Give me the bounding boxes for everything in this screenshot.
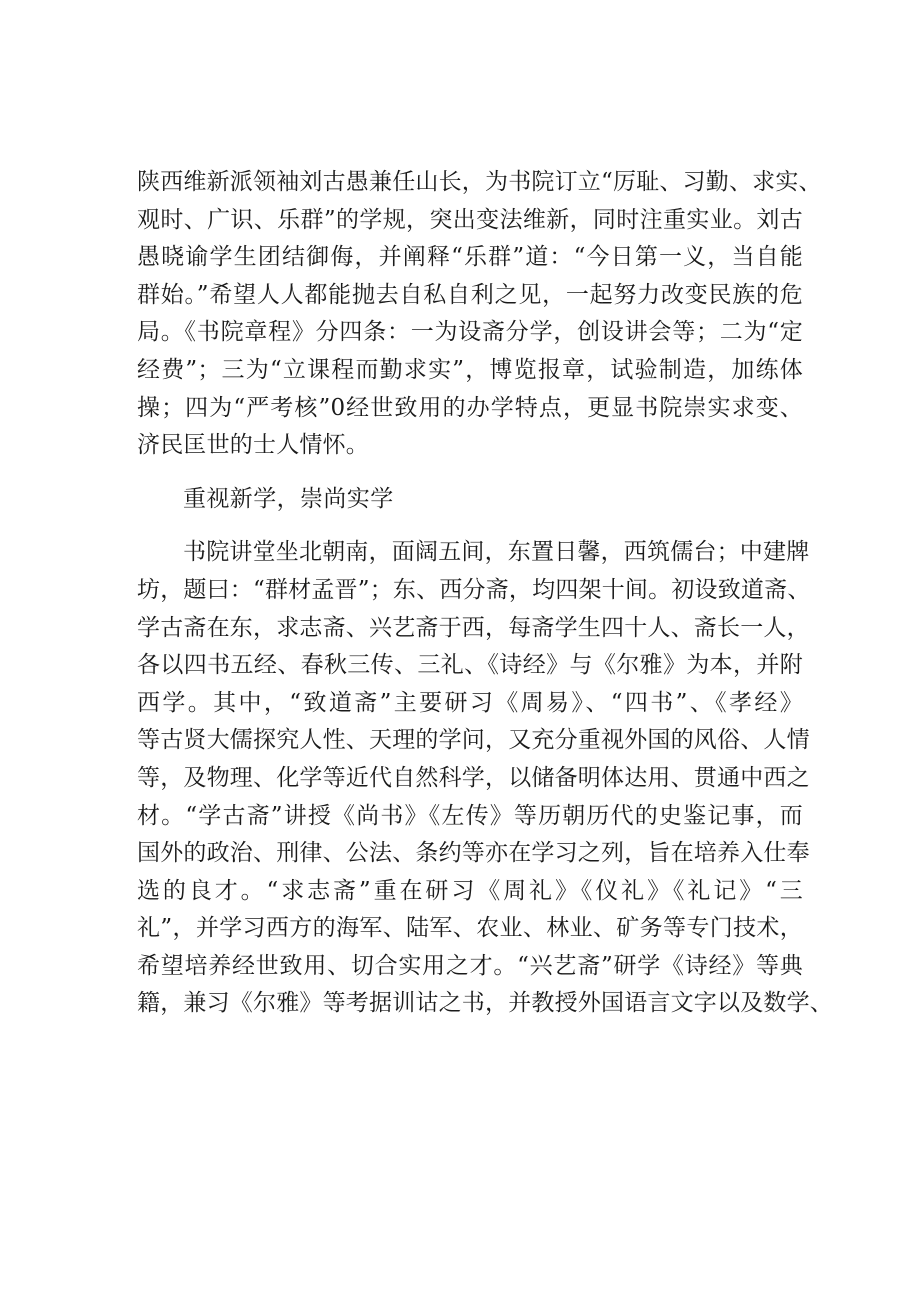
paragraph-line: 书院讲堂坐北朝南，面阔五间，东置日馨，西筑儒台；中建牌 [183, 539, 810, 566]
paragraph-line: 等古贤大儒探究人性、天理的学问，又充分重视外国的风俗、人情 [137, 727, 810, 754]
paragraph-line: 愚晓谕学生团结御侮，并阐释“乐群”道：“今日第一义，当自能 [137, 244, 803, 271]
paragraph-line: 观时、广识、乐群”的学规，突出变法维新，同时注重实业。刘古 [137, 206, 803, 233]
paragraph-line: 各以四书五经、春秋三传、三礼、《诗经》与《尔雅》为本，并附 [137, 652, 803, 679]
paragraph-line: 国外的政治、刑律、公法、条约等亦在学习之列，旨在培养入仕奉 [137, 840, 810, 867]
paragraph-line: 局。《书院章程》分四条：一为设斋分学，创设讲会等；二为“定 [137, 319, 803, 346]
paragraph-line: 等，及物理、化学等近代自然科学，以储备明体达用、贯通中西之 [137, 764, 810, 791]
paragraph-line: 陕西维新派领袖刘古愚兼任山长，为书院订立“厉耻、习勤、求实、 [137, 169, 822, 195]
paragraph-line: 选的良才。“求志斋”重在研习《周礼》《仪礼》《礼记》“三 [137, 877, 803, 904]
paragraph-line: 材。“学古斋”讲授《尚书》《左传》等历朝历代的史鉴记事，而 [137, 802, 803, 829]
paragraph-line: 学古斋在东，求志斋、兴艺斋于西，每斋学生四十人、斋长一人， [137, 614, 810, 641]
paragraph-line: 操；四为“严考核”0经世致用的办学特点，更显书院崇实求变、 [137, 394, 803, 421]
paragraph-line: 希望培养经世致用、切合实用之才。“兴艺斋”研学《诗经》等典 [137, 952, 803, 979]
paragraph-line: 济民匡世的士人情怀。 [137, 432, 369, 459]
paragraph-line: 坊，题曰：“群材孟晋”；东、西分斋，均四架十间。初设致道斋、 [137, 576, 811, 603]
section-heading: 重视新学，崇尚实学 [183, 485, 394, 512]
paragraph-line: 礼”，并学习西方的海军、陆军、农业、林业、矿务等专门技术， [137, 915, 803, 942]
paragraph-line: 籍，兼习《尔雅》等考据训诂之书，并教授外国语言文字以及数学、 [137, 990, 833, 1017]
paragraph-2 [137, 534, 833, 1023]
paragraph-1 [137, 164, 822, 465]
document-body [137, 164, 833, 1023]
paragraph-line: 群始。”希望人人都能抛去自私自利之见，一起努力改变民族的危 [137, 281, 803, 308]
paragraph-line: 经费”；三为“立课程而勤求实”，博览报章，试验制造，加练体 [137, 356, 803, 383]
paragraph-line: 西学。其中，“致道斋”主要研习《周易》、“四书”、《孝经》 [137, 689, 803, 716]
